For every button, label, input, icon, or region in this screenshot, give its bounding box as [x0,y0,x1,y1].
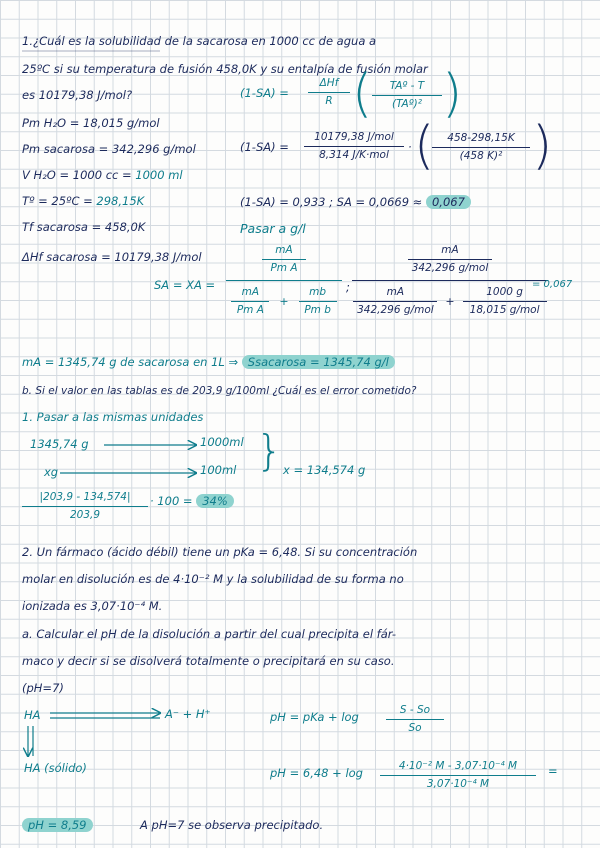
ph-calc-den: 3,07·10⁻⁴ M [426,778,490,790]
left-paren: ( [414,116,435,176]
error-numerator: |203,9 - 134,574| [39,491,131,503]
conclusion: A pH=7 se observa precipitado. [140,818,324,832]
q1b-row1-right: 1000ml [200,435,244,449]
sa-bottom-b-num: mb [309,286,327,298]
sa-xa-lhs: SA = XA = [154,278,216,292]
mole-fraction-result: = 0,067 [532,279,573,290]
pm-h2o: Pm H₂O = 18,015 g/mol [22,116,160,130]
solubility-highlight: Ssacarosa = 1345,74 g/l [242,355,395,369]
error-highlight: 34% [196,494,234,508]
formula1-inner-numerator: TAº - T [389,80,425,92]
ph-calc-num: 4·10⁻² M - 3,07·10⁻⁴ M [398,760,518,772]
ph-calc-equals: = [548,764,558,778]
numeric-bottom-b-den: 18,015 g/mol [469,304,540,316]
t-initial-value: 298,15K [96,194,145,208]
plus-sign: + [445,295,455,308]
products: A⁻ + H⁺ [165,707,211,721]
q1b-step: 1. Pasar a las mismas unidades [22,410,204,424]
pm-sacarosa: Pm sacarosa = 342,296 g/mol [22,142,196,156]
v-h2o-value: 1000 ml [135,168,183,182]
ph-formula-num: S - So [399,704,431,716]
formula1-lhs: (1-SA) = [240,86,289,100]
q1-line-2: 25ºC si su temperatura de fusión 458,0K y su entalpía de fusión molar [22,62,428,76]
q2-line-4: a. Calcular el pH de la disolución a partir del cual precipita el fár- [22,627,397,641]
semicolon: ; [346,280,350,294]
formula2-inner-numerator: 458-298,15K [447,132,515,144]
ph-result-highlight: pH = 8,59 [22,818,93,832]
error-multiplier: · 100 = [150,494,193,508]
bracket: } [256,426,283,475]
error-denominator: 203,9 [69,509,101,521]
numeric-top-num: mA [441,244,459,256]
q1-line-3: es 10179,38 J/mol? [22,88,133,102]
formula1-inner-denominator: (TAº)² [392,98,422,110]
q1b-row-result: x = 134,574 g [283,463,366,477]
q2-line-2: molar en disolución es de 4·10⁻² M y la solubilidad de su forma no [22,572,404,586]
q1b-row2-right: 100ml [200,463,237,477]
q1b-question: b. Si el valor en las tablas es de 203,9 g/100ml ¿Cuál es el error cometido? [22,385,417,397]
ph-formula-den: So [408,722,422,734]
multiply-dot: · [408,140,412,154]
t-initial-label: Tº = 25ºC = [22,194,93,208]
ph-formula-lhs: pH = pKa + log [270,710,359,724]
sa-bottom-b-den: Pm b [304,304,331,316]
q1b-row2-left: xg [44,465,59,479]
formula1-numerator: ΔHf [319,77,339,89]
ph-calc-lhs: pH = 6,48 + log [270,766,363,780]
plus-sign: + [279,295,289,308]
convert-heading: Pasar a g/l [240,221,306,236]
v-h2o-label: V H₂O = 1000 cc = [22,168,132,182]
sa-top-num: mA [275,244,293,256]
q2-line-6: (pH=7) [22,681,64,695]
enthalpy-fusion: ΔHf sacarosa = 10179,38 J/mol [22,250,202,264]
t-fusion: Tf sacarosa = 458,0K [22,220,146,234]
ha-solid: HA (sólido) [24,761,87,775]
sa-result-highlight: 0,067 [426,195,471,209]
formula2-numerator: 10179,38 J/mol [314,131,394,143]
right-paren: ) [532,116,553,176]
numeric-bottom-b-num: 1000 g [486,286,523,298]
sa-bottom-a-den: Pm A [236,304,264,316]
q2-line-3: ionizada es 3,07·10⁻⁴ M. [22,599,163,613]
left-paren: ( [352,64,373,124]
ha-species: HA [24,708,41,722]
formula2-inner-denominator: (458 K)² [459,150,503,162]
formula2-lhs: (1-SA) = [240,140,289,154]
sa-top-den: Pm A [270,262,298,274]
q1-line-1: 1.¿Cuál es la solubilidad de la sacarosa en 1000 cc de agua a [22,34,377,48]
sa-result-text: (1-SA) = 0,933 ; SA = 0,0669 ≈ [240,195,423,209]
q1b-row1-left: 1345,74 g [30,437,89,451]
q2-line-1: 2. Un fármaco (ácido débil) tiene un pKa = 6,48. Si su concentración [22,545,418,559]
numeric-bottom-a-num: mA [386,286,405,298]
right-paren: ) [442,64,463,124]
q2-line-5: maco y decir si se disolverá totalmente o precipitará en su caso. [22,654,395,668]
formula2-denominator: 8,314 J/K·mol [319,149,389,161]
formula1-denominator: R [325,95,333,107]
numeric-bottom-a-den: 342,296 g/mol [357,304,434,316]
numeric-top-den: 342,296 g/mol [411,262,489,274]
sa-bottom-a-num: mA [241,286,260,298]
mass-result-text: mA = 1345,74 g de sacarosa en 1L ⇒ [22,355,239,369]
